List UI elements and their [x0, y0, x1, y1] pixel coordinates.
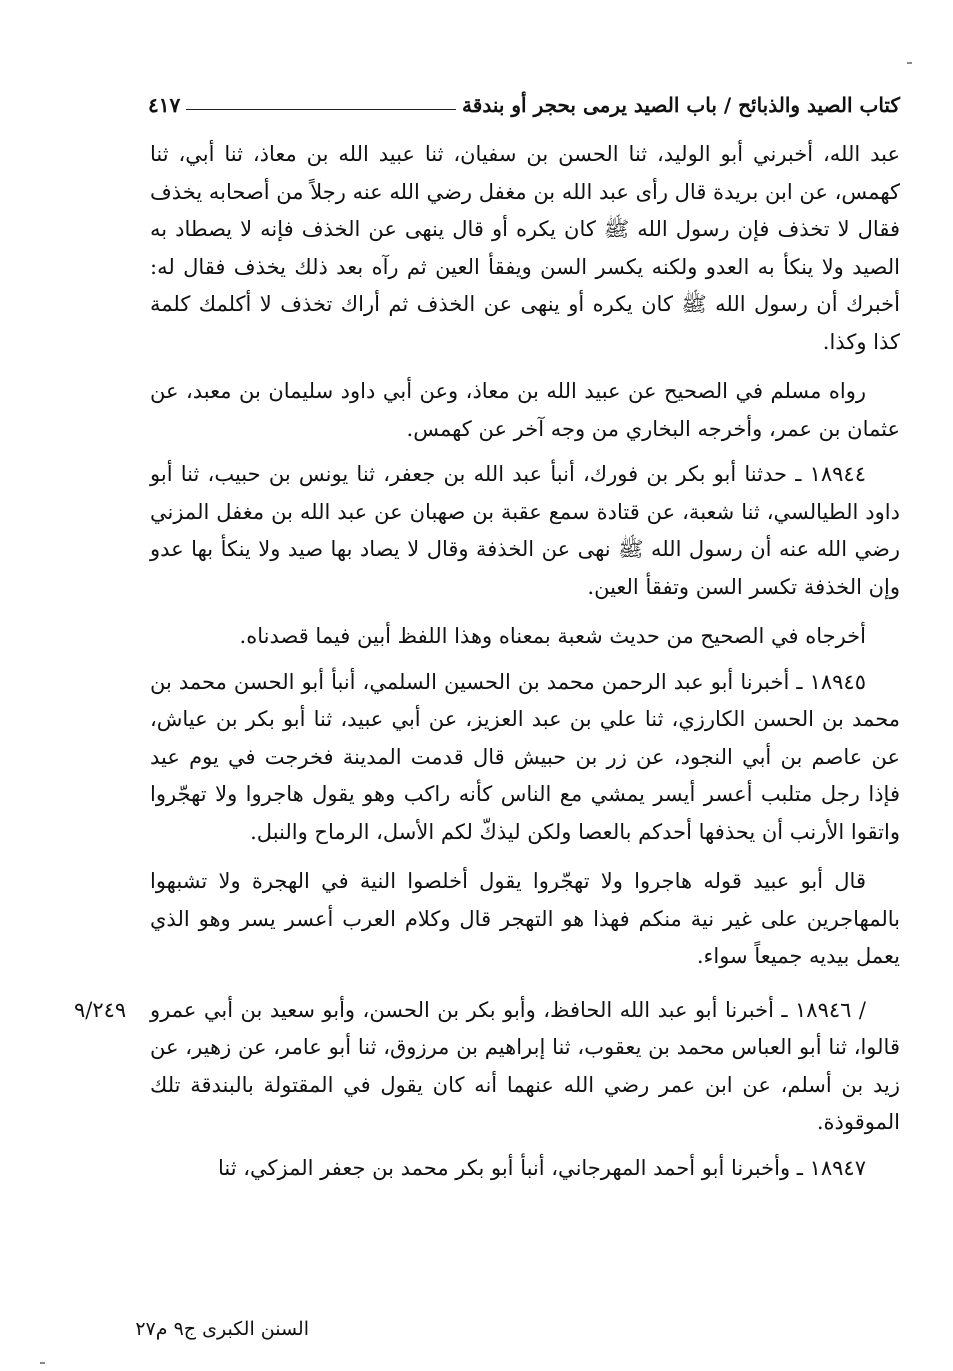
running-header	[148, 88, 900, 122]
hadith-18947: ١٨٩٤٧ ـ وأخبرنا أبو أحمد المهرجاني، أنبأ أبو بكر محمد بن جعفر المزكي، ثنا	[217, 1155, 866, 1180]
header-title: كتاب الصيد والذبائح / باب الصيد يرمى بحجر أو بندقة	[462, 93, 900, 117]
header-rule	[186, 109, 456, 110]
header-page-number: ٤١٧	[148, 93, 181, 117]
margin-reference: ٩/٢٤٩	[74, 997, 127, 1022]
paragraph-1: عبد الله، أخبرني أبو الوليد، ثنا الحسن بن سفيان، ثنا عبيد الله بن معاذ، ثنا أبي، ثنا كهمس، عن ابن بريدة قال رأى عبد الله بن مغفل رضي الله عنه رجلاً من أصحابه يخذف فقال لا تخذف فإن رسول الله ﷺ كان يكره أو قال ينهى عن الخذف فإنه لا يصطاد به الصيد ولا ينكأ به العدو ولكنه يكسر السن ويفقأ العين ثم رآه بعد ذلك يخذف فقال له: أخبرك أن رسول الله ﷺ كان يكره أو ينهى عن الخذف ثم أراك تخذف لا أكلمك كلمة كذا وكذا.	[150, 142, 900, 354]
footer-signature: السنن الكبرى ج٩ م٢٧	[135, 1318, 309, 1340]
scan-speck	[40, 1362, 45, 1364]
hadith-18944: ١٨٩٤٤ ـ حدثنا أبو بكر بن فورك، أنبأ عبد الله بن جعفر، ثنا يونس بن حبيب، ثنا أبو داود الطيالسي، ثنا شعبة، عن قتادة سمع عقبة بن صهبان عن عبد الله بن مغفل المزني رضي الله عنه أن رسول الله ﷺ نهى عن الخذفة وقال لا يصاد بها صيد ولا ينكأ بها عدو وإن الخذفة تكسر السن وتفقأ العين.	[150, 462, 900, 599]
hadith-18946-block	[74, 992, 900, 1142]
main-text	[74, 136, 900, 1187]
hadith-18946: / ١٨٩٤٦ ـ أخبرنا أبو عبد الله الحافظ، وأبو بكر بن الحسن، وأبو سعيد بن أبي عمرو قالوا، ثنا أبو العباس محمد بن يعقوب، ثنا إبراهيم بن مرزوق، ثنا أبو عامر، عن زهير، عن زيد بن أسلم، عن ابن عمر رضي الله عنهما أنه كان يقول في المقتولة بالبندقة تلك الموقوذة.	[150, 997, 900, 1134]
paragraph-6: قال أبو عبيد قوله هاجروا ولا تهجّروا يقول أخلصوا النية في الهجرة ولا تشبهوا بالمهاجرين على غير نية منكم فهذا هو التهجر قال وكلام العرب أعسر يسر وهو الذي يعمل بيديه جميعاً سواء.	[150, 869, 900, 968]
hadith-18945: ١٨٩٤٥ ـ أخبرنا أبو عبد الرحمن محمد بن الحسين السلمي، أنبأ أبو الحسن محمد بن محمد بن الحسن الكارزي، ثنا علي بن عبد العزيز، عن أبي عبيد، ثنا أبو بكر بن عياش، عن عاصم بن أبي النجود، عن زر بن حبيش قال قدمت المدينة فخرجت في يوم عيد فإذا رجل متلبب أعسر أيسر يمشي مع الناس كأنه راكب وهو يقول هاجروا ولا تهجّروا واتقوا الأرنب أن يحذفها أحدكم بالعصا ولكن ليذكّ لكم الأسل، الرماح والنبل.	[150, 669, 900, 844]
paragraph-2: رواه مسلم في الصحيح عن عبيد الله بن معاذ، وعن أبي داود سليمان بن معبد، عن عثمان بن عمر، وأخرجه البخاري من وجه آخر عن كهمس.	[150, 379, 900, 441]
paragraph-4: أخرجاه في الصحيح من حديث شعبة بمعناه وهذا اللفظ أبين فيما قصدناه.	[239, 624, 866, 648]
scan-speck	[907, 62, 912, 64]
